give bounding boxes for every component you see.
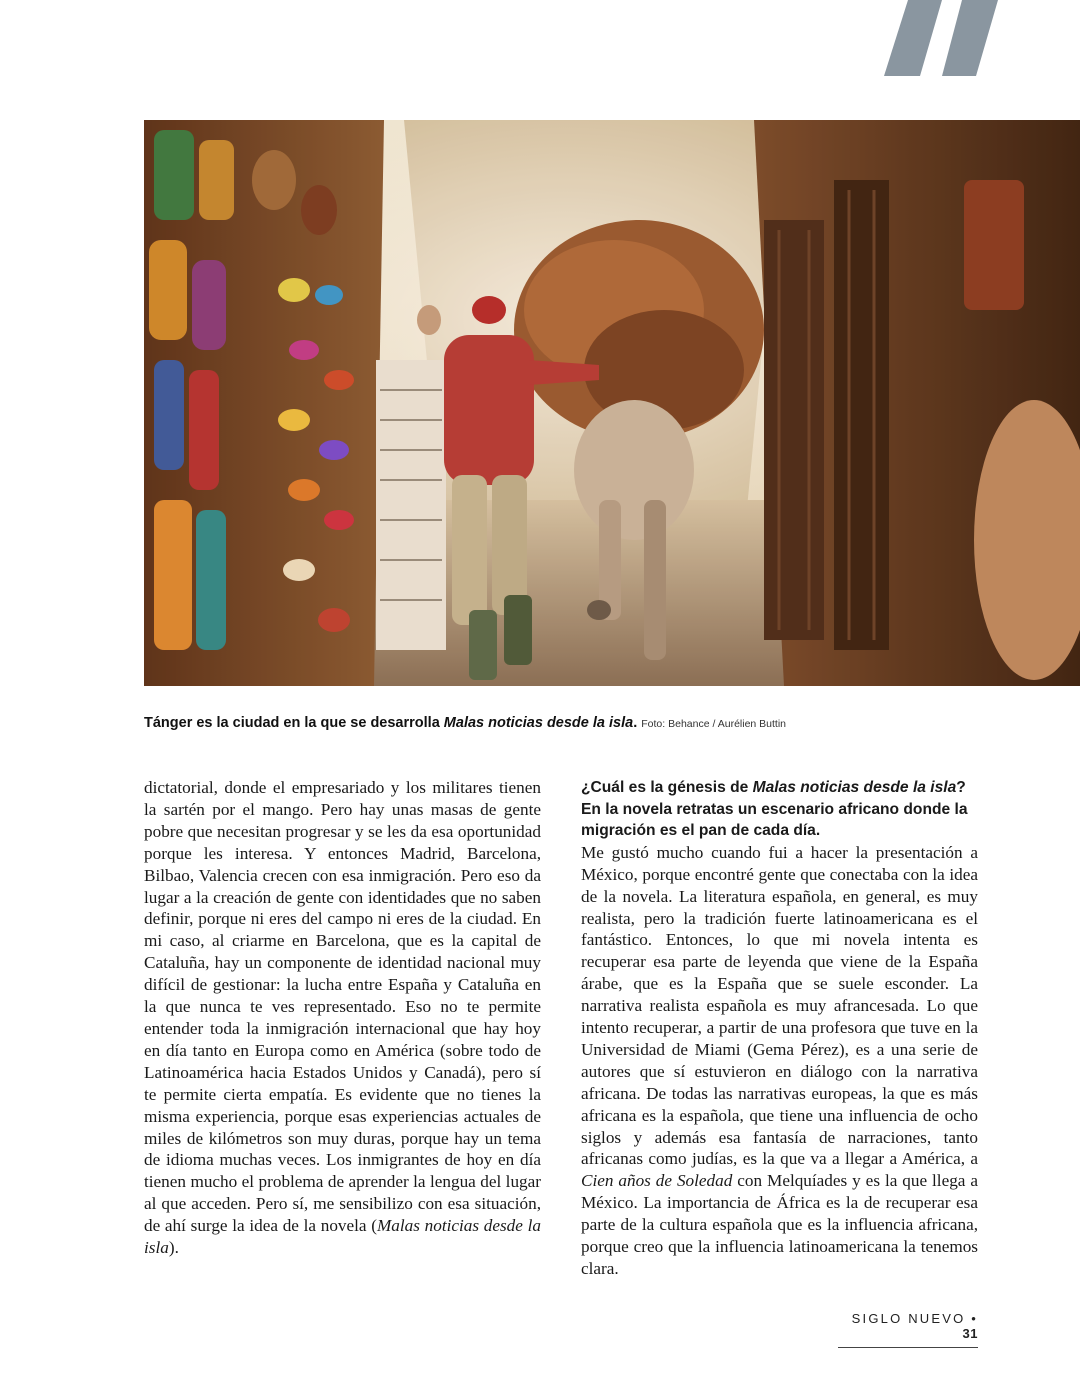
book-title: Malas noticias desde la isla [144, 1216, 541, 1258]
page-footer [838, 1311, 978, 1348]
article-column-right [581, 777, 978, 1280]
interview-answer [581, 842, 978, 1280]
article-photo [144, 120, 1080, 686]
article-column-left [144, 777, 541, 1259]
interview-question [581, 777, 978, 842]
caption-title: Malas noticias desde la isla [443, 715, 634, 731]
question-rest: ? En la novela retratas un escenario africano donde la migración es el pan de cada día. [581, 779, 968, 840]
market-alley-image [144, 120, 1080, 686]
page-number: 31 [962, 1326, 978, 1341]
caption-end: . [633, 715, 638, 731]
magazine-name: SIGLO NUEVO [851, 1311, 966, 1326]
photo-caption [144, 715, 1044, 731]
answer-text: Me gustó mucho cuando fui a hacer la presentación a México, porque encontré gente que conectaba con la idea de la novela. La literatura española, en general, es muy realista, pero la tradición fuerte latinoamericana es el fantástico. Entonces, lo que mi novela intenta es recuperar esa parte de leyenda que viene de la España árabe, que es la España que se suele esconder. La narrativa realista española es muy afrancesada. Lo que intento recuperar, a partir de una profesora que tuve en la Universidad de Miami (Gema Pérez), es a una serie de autores que sí estuvieron en diálogo con la narrativa africana. De todas las narrativas europeas, la que es más africana es la española, que tiene una influencia de ocho siglos y además esa fantasía de narraciones, tanto africanas como judías, es la que va a llegar a América, a [581, 842, 978, 1169]
answer-book-title: Cien años de Soledad [581, 1171, 733, 1191]
body-text: dictatorial, donde el empresariado y los militares tienen la sartén por el mango. Pero hay unas masas de gente pobre que necesitan progresar y se les da esa oportunidad porque les interesa. Y entonces Madrid, Barcelona, Bilbao, Valencia crecen con esa inmigración. Pero eso da lugar a la creación de gente con identidades que no saben definir, porque ni eres del campo ni eres de la ciudad. En mi caso, al criarme en Barcelona, que es la capital de Cataluña, hay un componente de identidad nacional muy difícil de gestionar: la lucha entre España y Cataluña en la que nunca te ves representado. Eso no te permite entender toda la inmigración internacional que hay hoy en día tanto en Europa como en América (sobre todo de Latinoamérica hacia Estados Unidos y Canadá), pero sí te permite cierta empatía. Es evidente que no tienes la misma experiencia, porque esas experiencias actuales de miles de kilómetros son muy duras, porque hay un tema de idioma muchas veces. Los inmigrantes de hoy en día tienen mucho el problema de aprender la lengua del lugar al que acceden. Pero sí, me sensibilizo con esa situación, de ahí surge la idea de la novela ( [144, 778, 541, 1236]
question-book-title: Malas noticias desde la isla [752, 779, 957, 796]
footer-separator: • [971, 1311, 978, 1326]
answer-text-end: con Melquíades y es la que llega a México. La importancia de África es la de recuperar esa parte de la cultura española que es la influencia africana, porque creo que la influencia latinoamericana la tenemos clara. [581, 1171, 978, 1278]
photo-credit: Foto: Behance / Aurélien Buttin [641, 718, 787, 730]
question-lead: ¿Cuál es la génesis de [581, 779, 753, 796]
body-paragraph [144, 777, 541, 1259]
body-text-end: ). [168, 1238, 179, 1258]
caption-text: Tánger es la ciudad en la que se desarrolla [144, 715, 444, 731]
quotation-mark-icon [880, 0, 1000, 80]
